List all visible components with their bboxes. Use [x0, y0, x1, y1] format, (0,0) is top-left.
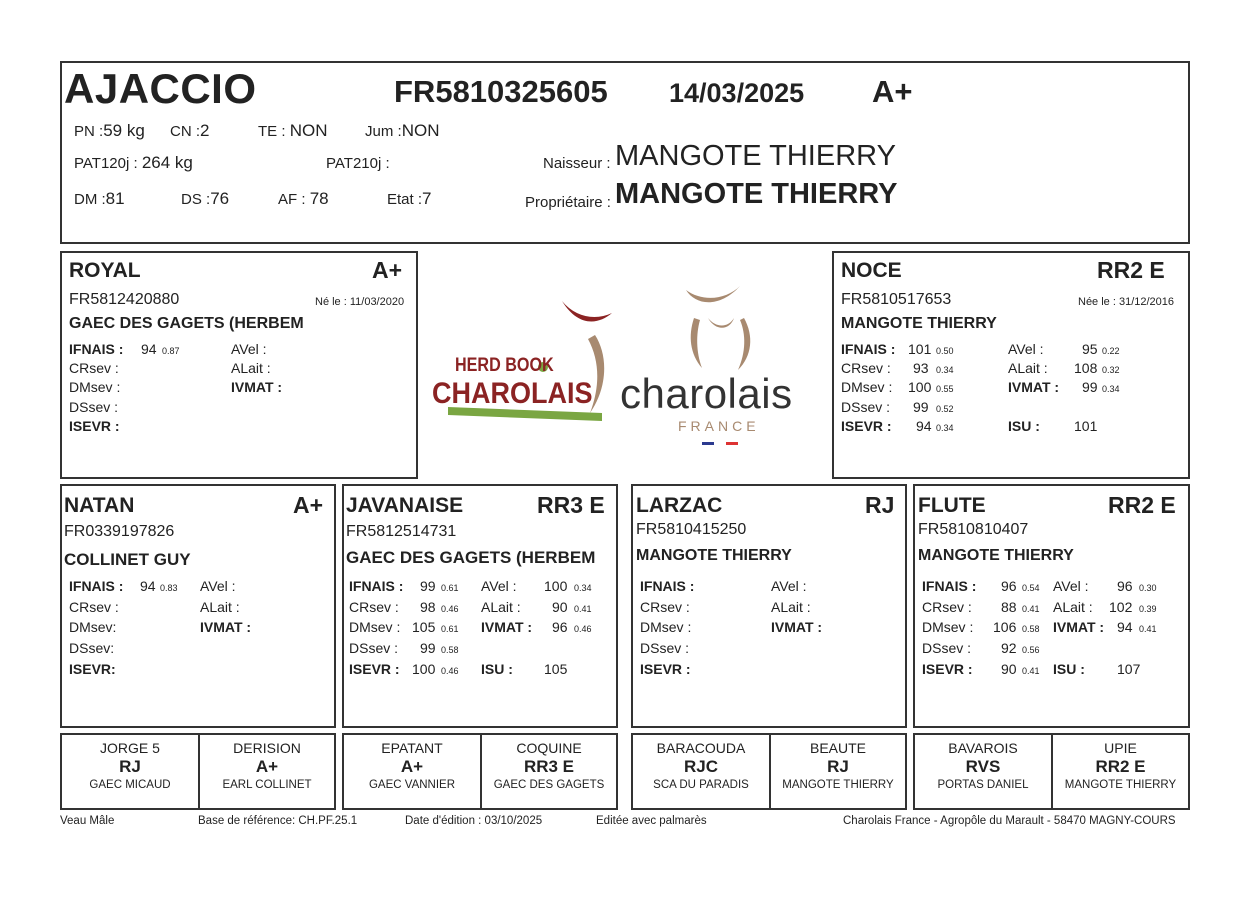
footer-base: Base de référence: CH.PF.25.1: [198, 815, 358, 827]
dam-dssev-value: 99: [913, 399, 929, 415]
te-value: NON: [289, 121, 328, 140]
gp-owner: MANGOTE THIERRY: [636, 547, 792, 564]
animal-grade: A+: [872, 74, 913, 109]
gp-grade: RR2 E: [1108, 492, 1176, 518]
gp-avel-label: AVel :: [1053, 578, 1089, 594]
gp-alait-value: 102: [1109, 599, 1133, 615]
ggp-name: UPIE: [1104, 740, 1137, 756]
gp-grade: RR3 E: [537, 492, 605, 518]
gp-id: FR5812514731: [346, 523, 457, 540]
sire-grade: A+: [372, 257, 403, 283]
ggp-name: EPATANT: [381, 740, 443, 756]
dam-ivmat-cd: 0.34: [1102, 384, 1120, 394]
gp-ifnais-cd: 0.83: [160, 583, 178, 593]
gp-crsev-label: CRsev :: [640, 599, 690, 615]
gp-ifnais-value: 99: [420, 578, 436, 594]
gp-avel-value: 100: [544, 578, 568, 594]
gp-crsev-value: 98: [420, 599, 436, 615]
gp-alait-cd: 0.39: [1139, 604, 1157, 614]
ggp-cell: [915, 735, 1053, 808]
gp-card-larzac: [631, 484, 907, 728]
dm-value: 81: [105, 189, 125, 208]
ggp-owner: GAEC MICAUD: [89, 779, 171, 791]
ggp-name: DERISION: [233, 740, 301, 756]
gp-isevr-cd: 0.46: [441, 666, 459, 676]
herdbook-main-text: CHAROLAIS: [432, 377, 593, 410]
af-label: AF :: [278, 191, 306, 208]
gp-ivmat-label: IVMAT :: [481, 619, 533, 635]
gp-card-flute: [913, 484, 1190, 728]
gp-crsev-label: CRsev :: [69, 599, 119, 615]
naisseur-value: MANGOTE THIERRY: [615, 140, 896, 172]
af-value: 78: [309, 189, 329, 208]
gp-name: LARZAC: [636, 494, 723, 517]
gp-name: FLUTE: [918, 494, 986, 517]
gp-dmsev-label: DMsev:: [69, 619, 117, 635]
gp-ifnais-value: 94: [140, 578, 156, 594]
dam-id: FR5810517653: [841, 291, 952, 308]
footer-address: Charolais France - Agropôle du Marault - 58470 MAGNY-COURS: [843, 815, 1176, 827]
ggp-cell: [771, 735, 905, 808]
pat210-field: [326, 155, 390, 172]
gp-dssev-value: 92: [1001, 640, 1017, 656]
ggp-group-2: [342, 733, 618, 810]
sire-owner: GAEC DES GAGETS (HERBEM: [69, 315, 304, 332]
gp-isevr-label: ISEVR :: [349, 661, 400, 677]
dam-dssev-label: DSsev :: [841, 399, 891, 415]
gp-crsev-cd: 0.41: [1022, 604, 1040, 614]
ggp-cell: [200, 735, 334, 808]
ggp-grade: RJC: [683, 757, 718, 776]
jum-label: Jum :: [365, 123, 402, 140]
gp-dssev-label: DSsev :: [922, 640, 972, 656]
gp-isevr-value: 90: [1001, 661, 1017, 677]
ggp-owner: GAEC VANNIER: [368, 779, 456, 791]
gp-alait-label: ALait :: [771, 599, 811, 615]
gp-id: FR5810415250: [636, 521, 747, 538]
ggp-cell: [62, 735, 200, 808]
ggp-grade: RR2 E: [1095, 757, 1146, 776]
sire-ifnais-label: IFNAIS :: [69, 341, 124, 357]
gp-avel-value: 96: [1117, 578, 1133, 594]
dam-ivmat-label: IVMAT :: [1008, 379, 1060, 395]
jum-field: [365, 121, 439, 141]
ggp-grade: RVS: [965, 757, 1001, 776]
gp-ivmat-label: IVMAT :: [771, 619, 823, 635]
animal-date: 14/03/2025: [669, 78, 805, 108]
dam-dmsev-value: 100: [908, 379, 932, 395]
gp-dmsev-value: 105: [412, 619, 436, 635]
ggp-grade: RJ: [827, 757, 849, 776]
sire-ifnais-value: 94: [141, 341, 157, 357]
gp-isu-label: ISU :: [481, 661, 513, 677]
gp-owner: MANGOTE THIERRY: [918, 547, 1074, 564]
ggp-name: COQUINE: [516, 740, 582, 756]
ggp-owner: GAEC DES GAGETS: [493, 779, 605, 791]
gp-avel-cd: 0.34: [574, 583, 592, 593]
dam-avel-label: AVel :: [1008, 341, 1044, 357]
gp-owner: COLLINET GUY: [64, 550, 191, 569]
footer-edition: Date d'édition : 03/10/2025: [405, 815, 543, 827]
gp-ifnais-label: IFNAIS :: [922, 578, 977, 594]
ggp-name: BEAUTE: [809, 740, 866, 756]
ggp-group-4: [913, 733, 1190, 810]
sire-ivmat-label: IVMAT :: [231, 379, 283, 395]
gp-crsev-value: 88: [1001, 599, 1017, 615]
pn-value: 59 kg: [103, 121, 145, 140]
ggp-grade: RR3 E: [523, 757, 575, 776]
herdbook-logo: [430, 295, 620, 425]
gp-card-javanaise: [342, 484, 618, 728]
te-label: TE :: [258, 123, 286, 140]
gp-dssev-label: DSsev:: [69, 640, 115, 656]
gp-ifnais-cd: 0.61: [441, 583, 459, 593]
sire-born: Né le : 11/03/2020: [315, 296, 405, 308]
sire-id: FR5812420880: [69, 291, 180, 308]
sire-card: [60, 251, 418, 479]
dam-card: [832, 251, 1190, 479]
gp-alait-label: ALait :: [1053, 599, 1093, 615]
gp-ivmat-cd: 0.46: [574, 624, 592, 634]
gp-avel-cd: 0.30: [1139, 583, 1157, 593]
dam-isevr-value: 94: [916, 418, 932, 434]
dam-avel-value: 95: [1082, 341, 1098, 357]
ds-label: DS :: [181, 191, 211, 208]
pat210-label: PAT210j :: [326, 155, 390, 172]
ggp-cell: [344, 735, 482, 808]
gp-dssev-label: DSsev :: [349, 640, 399, 656]
gp-ifnais-label: IFNAIS :: [349, 578, 404, 594]
footer-palmares: Editée avec palmarès: [596, 815, 707, 827]
gp-dmsev-cd: 0.61: [441, 624, 459, 634]
gp-isevr-label: ISEVR:: [69, 661, 116, 677]
sire-dmsev-label: DMsev :: [69, 379, 121, 395]
ggp-owner: MANGOTE THIERRY: [782, 779, 894, 791]
te-field: [258, 121, 327, 141]
gp-ivmat-value: 96: [552, 619, 568, 635]
gp-isu-label: ISU :: [1053, 661, 1085, 677]
ggp-group-3: [631, 733, 907, 810]
gp-dssev-value: 99: [420, 640, 436, 656]
gp-alait-label: ALait :: [481, 599, 521, 615]
gp-avel-label: AVel :: [481, 578, 517, 594]
gp-ivmat-label: IVMAT :: [1053, 619, 1105, 635]
pat120-value: 264 kg: [141, 153, 193, 172]
sire-alait-label: ALait :: [231, 360, 271, 376]
animal-name: AJACCIO: [64, 65, 257, 112]
gp-crsev-cd: 0.46: [441, 604, 459, 614]
sire-avel-label: AVel :: [231, 341, 267, 357]
dam-ifnais-value: 101: [908, 341, 932, 357]
dam-avel-cd: 0.22: [1102, 346, 1120, 356]
gp-grade: A+: [293, 492, 324, 518]
gp-ifnais-cd: 0.54: [1022, 583, 1040, 593]
ds-field: [181, 189, 229, 209]
pat120-label: PAT120j :: [74, 155, 138, 172]
gp-crsev-label: CRsev :: [349, 599, 399, 615]
dam-grade: RR2 E: [1097, 257, 1165, 283]
ggp-name: BARACOUDA: [656, 740, 746, 756]
dam-crsev-value: 93: [913, 360, 929, 376]
gp-id: FR5810810407: [918, 521, 1029, 538]
sire-dssev-label: DSsev :: [69, 399, 119, 415]
cn-field: [170, 121, 209, 141]
gp-isu-value: 107: [1117, 661, 1141, 677]
dam-crsev-cd: 0.34: [936, 365, 954, 375]
dam-alait-cd: 0.32: [1102, 365, 1120, 375]
gp-name: JAVANAISE: [346, 494, 464, 517]
dam-dmsev-label: DMsev :: [841, 379, 893, 395]
dam-isevr-label: ISEVR :: [841, 418, 892, 434]
gp-isu-value: 105: [544, 661, 568, 677]
gp-dmsev-cd: 0.58: [1022, 624, 1040, 634]
etat-label: Etat :: [387, 191, 423, 208]
ggp-grade: A+: [255, 757, 279, 776]
cn-label: CN :: [170, 123, 200, 140]
dam-crsev-label: CRsev :: [841, 360, 891, 376]
footer-sex: Veau Mâle: [60, 815, 115, 827]
ds-value: 76: [210, 189, 230, 208]
dam-alait-value: 108: [1074, 360, 1098, 376]
etat-field: [387, 189, 432, 209]
ggp-owner: MANGOTE THIERRY: [1064, 779, 1177, 791]
proprietaire-value: MANGOTE THIERRY: [615, 178, 898, 210]
pn-field: [74, 121, 145, 141]
ggp-name: JORGE 5: [100, 740, 160, 756]
gp-dmsev-label: DMsev :: [640, 619, 692, 635]
gp-isevr-label: ISEVR :: [640, 661, 691, 677]
gp-avel-label: AVel :: [200, 578, 236, 594]
gp-owner: GAEC DES GAGETS (HERBEM: [346, 548, 596, 567]
gp-alait-value: 90: [552, 599, 568, 615]
gp-alait-label: ALait :: [200, 599, 240, 615]
dam-owner: MANGOTE THIERRY: [841, 315, 997, 332]
gp-alait-cd: 0.41: [574, 604, 592, 614]
proprietaire-label: Propriétaire :: [525, 194, 611, 211]
gp-id: FR0339197826: [64, 523, 175, 540]
dm-label: DM :: [74, 191, 106, 208]
sire-ifnais-cd: 0.87: [162, 346, 180, 356]
sire-crsev-label: CRsev :: [69, 360, 119, 376]
ggp-grade: A+: [400, 757, 424, 776]
gp-grade: RJ: [865, 492, 895, 518]
herdbook-top-text: HERD BOOK: [455, 355, 554, 376]
dam-ivmat-value: 99: [1082, 379, 1098, 395]
gp-ifnais-label: IFNAIS :: [640, 578, 695, 594]
dam-isu-label: ISU :: [1008, 418, 1040, 434]
pat120-field: [74, 153, 193, 173]
naisseur-label: Naisseur :: [543, 155, 611, 172]
gp-dmsev-label: DMsev :: [922, 619, 974, 635]
etat-value: 7: [422, 189, 432, 208]
ggp-cell: [482, 735, 616, 808]
dam-isu-value: 101: [1074, 418, 1098, 434]
dam-ifnais-cd: 0.50: [936, 346, 954, 356]
gp-ivmat-cd: 0.41: [1139, 624, 1157, 634]
af-field: [278, 189, 329, 209]
sire-name: ROYAL: [69, 259, 141, 282]
sire-isevr-label: ISEVR :: [69, 418, 120, 434]
animal-id: FR5810325605: [394, 74, 608, 109]
ggp-cell: [633, 735, 771, 808]
dm-field: [74, 189, 125, 209]
gp-isevr-value: 100: [412, 661, 436, 677]
pn-label: PN :: [74, 123, 104, 140]
gp-dssev-cd: 0.56: [1022, 645, 1040, 655]
ggp-grade: RJ: [119, 757, 141, 776]
ggp-name: BAVAROIS: [948, 740, 1018, 756]
gp-name: NATAN: [64, 494, 135, 517]
dam-dmsev-cd: 0.55: [936, 384, 954, 394]
gp-ifnais-label: IFNAIS :: [69, 578, 124, 594]
dam-dssev-cd: 0.52: [936, 404, 954, 414]
header-box: [60, 61, 1190, 244]
cn-value: 2: [200, 121, 210, 140]
gp-ifnais-value: 96: [1001, 578, 1017, 594]
dam-ifnais-label: IFNAIS :: [841, 341, 896, 357]
gp-dmsev-value: 106: [993, 619, 1017, 635]
ggp-owner: EARL COLLINET: [222, 779, 312, 791]
ggp-group-1: [60, 733, 336, 810]
france-text: FRANCE: [678, 418, 760, 434]
gp-dssev-cd: 0.58: [441, 645, 459, 655]
gp-isevr-cd: 0.41: [1022, 666, 1040, 676]
dam-name: NOCE: [841, 259, 902, 282]
ggp-owner: SCA DU PARADIS: [653, 779, 749, 791]
gp-card-natan: [60, 484, 336, 728]
gp-ivmat-value: 94: [1117, 619, 1133, 635]
gp-dmsev-label: DMsev :: [349, 619, 401, 635]
dam-alait-label: ALait :: [1008, 360, 1048, 376]
dam-born: Née le : 31/12/2016: [1078, 296, 1175, 308]
gp-crsev-label: CRsev :: [922, 599, 972, 615]
gp-isevr-label: ISEVR :: [922, 661, 973, 677]
gp-dssev-label: DSsev :: [640, 640, 690, 656]
charolais-text: charolais: [620, 370, 793, 417]
dam-isevr-cd: 0.34: [936, 423, 954, 433]
jum-value: NON: [401, 121, 440, 140]
gp-avel-label: AVel :: [771, 578, 807, 594]
gp-ivmat-label: IVMAT :: [200, 619, 252, 635]
ggp-owner: PORTAS DANIEL: [937, 779, 1029, 791]
ggp-cell: [1053, 735, 1188, 808]
charolais-france-logo: [618, 278, 828, 453]
